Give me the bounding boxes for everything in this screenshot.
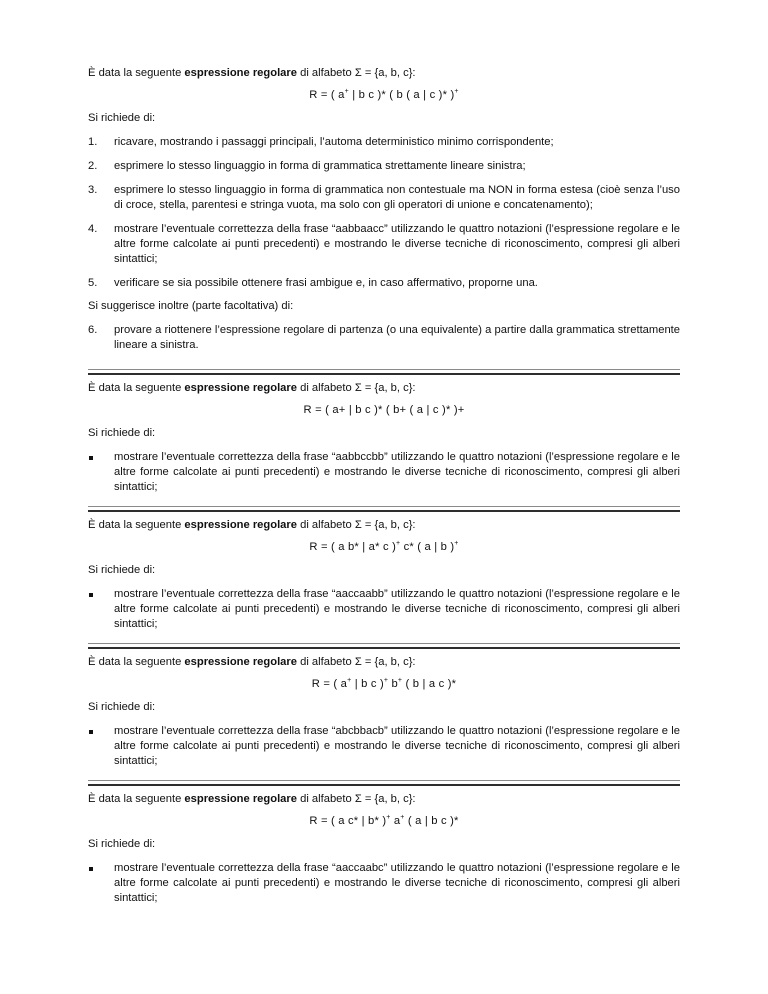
numbered-item: 6. provare a riottenere l’espressione regolare di partenza (o una equivalente) a partire dalla grammatica strettamente lineare a sinistra. bbox=[88, 324, 680, 351]
bullet-item: mostrare l’eventuale correttezza della frase “aabbccbb” utilizzando le quattro notazioni (l’espressione regolare e le altre forme calcolate ai punti precedenti) e mostrando le diverse tecniche di riconoscimento, compresi gli alberi sintattici; bbox=[88, 450, 680, 495]
intro-bold: espressione regolare bbox=[184, 67, 297, 79]
exercise-5 bbox=[88, 792, 680, 906]
regex-formula: R = ( a c* | b* )+ a+ ( a | b c )* bbox=[309, 814, 459, 827]
exercise-intro: È data la seguente espressione regolare di alfabeto Σ = {a, b, c}: bbox=[88, 656, 416, 668]
exercise-1 bbox=[88, 66, 680, 353]
bullet-marker bbox=[89, 730, 93, 734]
exercise-4 bbox=[88, 655, 680, 769]
bullet-marker bbox=[89, 593, 93, 597]
intro-bold: espressione regolare bbox=[184, 656, 297, 668]
exercise-intro: È data la seguente espressione regolare di alfabeto Σ = {a, b, c}: bbox=[88, 793, 416, 805]
asks-label: Si richiede di: bbox=[88, 112, 156, 124]
section-divider bbox=[88, 369, 680, 375]
exercise-3 bbox=[88, 518, 680, 632]
intro-bold: espressione regolare bbox=[184, 382, 297, 394]
optional-label: Si suggerisce inoltre (parte facoltativa) di: bbox=[88, 300, 294, 312]
exercise-2 bbox=[88, 381, 680, 495]
asks-label: Si richiede di: bbox=[88, 564, 156, 576]
exercise-intro: È data la seguente espressione regolare di alfabeto Σ = {a, b, c}: bbox=[88, 519, 416, 531]
bullet-marker bbox=[89, 456, 93, 460]
intro-bold: espressione regolare bbox=[184, 793, 297, 805]
numbered-item: 2. esprimere lo stesso linguaggio in forma di grammatica strettamente lineare sinistra; bbox=[88, 160, 526, 172]
numbered-item: 4. mostrare l’eventuale correttezza della frase “aabbaacc” utilizzando le quattro notazioni (l’espressione regolare e le altre forme calcolate ai punti precedenti) e mostrando le diverse tecniche di riconoscimento, compresi gli alberi sintattici; bbox=[88, 223, 680, 265]
numbered-item: 3. esprimere lo stesso linguaggio in forma di grammatica non contestuale ma NON in forma estesa (cioè senza l’uso di croce, stella, parentesi e stringa vuota, ma solo con gli operatori di unione e concatenamento); bbox=[88, 184, 680, 211]
regex-formula: R = ( a+ | b c )* ( b ( a | c )* )+ bbox=[309, 88, 459, 101]
bullet-item: mostrare l’eventuale correttezza della frase “aaccaabb” utilizzando le quattro notazioni (l’espressione regolare e le altre forme calcolate ai punti precedenti) e mostrando le diverse tecniche di riconoscimento, compresi gli alberi sintattici; bbox=[88, 587, 680, 632]
regex-formula: R = ( a b* | a* c )+ c* ( a | b )+ bbox=[309, 540, 459, 553]
bullet-marker bbox=[89, 867, 93, 871]
regex-formula: R = ( a+ | b c )+ b+ ( b | a c )* bbox=[311, 677, 457, 690]
numbered-item: 5. verificare se sia possibile ottenere frasi ambigue e, in caso affermativo, proporne una. bbox=[88, 277, 538, 289]
section-divider bbox=[88, 780, 680, 786]
asks-label: Si richiede di: bbox=[88, 838, 156, 850]
exercise-intro: È data la seguente espressione regolare di alfabeto Σ = {a, b, c}: bbox=[88, 382, 416, 394]
section-divider bbox=[88, 506, 680, 512]
bullet-item: mostrare l’eventuale correttezza della frase “abcbbacb” utilizzando le quattro notazioni (l’espressione regolare e le altre forme calcolate ai punti precedenti) e mostrando le diverse tecniche di riconoscimento, compresi gli alberi sintattici; bbox=[88, 724, 680, 769]
asks-label: Si richiede di: bbox=[88, 427, 156, 439]
regex-formula: R = ( a+ | b c )* ( b+ ( a | c )* )+ bbox=[303, 404, 465, 416]
numbered-item: 1. ricavare, mostrando i passaggi principali, l’automa deterministico minimo corrispondente; bbox=[88, 136, 554, 148]
asks-label: Si richiede di: bbox=[88, 701, 156, 713]
exercise-intro: È data la seguente espressione regolare di alfabeto Σ = {a, b, c}: bbox=[88, 67, 416, 79]
bullet-item: mostrare l’eventuale correttezza della frase “aaccaabc” utilizzando le quattro notazioni (l’espressione regolare e le altre forme calcolate ai punti precedenti) e mostrando le diverse tecniche di riconoscimento, compresi gli alberi sintattici; bbox=[88, 861, 680, 906]
section-divider bbox=[88, 643, 680, 649]
intro-bold: espressione regolare bbox=[184, 519, 297, 531]
